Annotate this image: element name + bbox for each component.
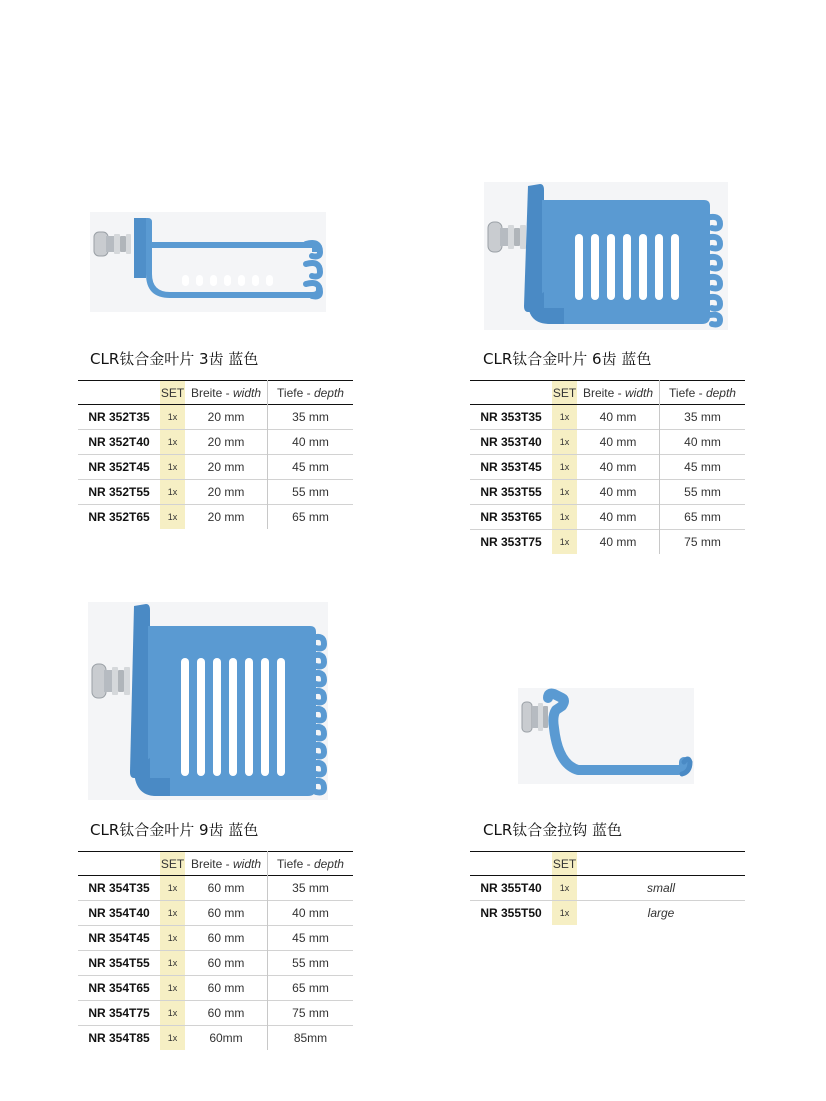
- set-qty: 1x: [160, 455, 185, 480]
- table-row: [470, 876, 745, 901]
- width-value: 60 mm: [185, 1001, 268, 1026]
- item-number: NR 353T55: [480, 485, 542, 499]
- item-number: NR 354T40: [88, 906, 150, 920]
- table-row: [78, 1001, 353, 1026]
- table-row: [470, 480, 745, 505]
- set-qty: 1x: [160, 976, 185, 1001]
- table-header: [78, 381, 353, 405]
- blade-9-teeth-image: [88, 602, 328, 800]
- width-value: 40 mm: [577, 480, 660, 505]
- product-title: CLR钛合金叶片 9齿 蓝色: [90, 821, 259, 839]
- width-value: 60mm: [185, 1026, 268, 1051]
- depth-value: 85mm: [293, 1031, 328, 1045]
- header-set: SET: [552, 852, 577, 876]
- width-value: 40 mm: [577, 405, 660, 430]
- depth-value: 35 mm: [684, 410, 721, 424]
- blade-3-teeth-image: [90, 212, 326, 312]
- product-title: CLR钛合金叶片 6齿 蓝色: [483, 350, 652, 368]
- header-width: Breite - width: [577, 381, 660, 405]
- depth-value: 35 mm: [292, 881, 329, 895]
- table-header: [78, 852, 353, 876]
- depth-value: 45 mm: [292, 931, 329, 945]
- table-row: [470, 901, 745, 926]
- item-number: NR 354T35: [88, 881, 150, 895]
- item-number: NR 352T55: [88, 485, 150, 499]
- header-width: Breite - width: [185, 381, 268, 405]
- table-row: [470, 405, 745, 430]
- spec-table-3-teeth: [78, 380, 353, 529]
- spec-table-hook: [470, 851, 745, 925]
- set-qty: 1x: [552, 505, 577, 530]
- header-width: Breite - width: [185, 852, 268, 876]
- set-qty: 1x: [160, 405, 185, 430]
- depth-value: 55 mm: [292, 485, 329, 499]
- item-number: NR 352T40: [88, 435, 150, 449]
- depth-value: 75 mm: [292, 1006, 329, 1020]
- set-qty: 1x: [160, 876, 185, 901]
- spec-table-9-teeth: [78, 851, 353, 1050]
- item-number: NR 353T65: [480, 510, 542, 524]
- set-qty: 1x: [160, 1026, 185, 1051]
- width-value: 20 mm: [185, 480, 268, 505]
- table-row: [78, 405, 353, 430]
- set-qty: 1x: [160, 951, 185, 976]
- depth-value: 55 mm: [684, 485, 721, 499]
- table-row: [78, 430, 353, 455]
- product-title: CLR钛合金叶片 3齿 蓝色: [90, 350, 259, 368]
- table-row: [78, 976, 353, 1001]
- set-qty: 1x: [160, 430, 185, 455]
- depth-value: 65 mm: [684, 510, 721, 524]
- width-value: 60 mm: [185, 926, 268, 951]
- header-nr: [78, 852, 160, 876]
- item-number: NR 354T75: [88, 1006, 150, 1020]
- item-number: NR 352T45: [88, 460, 150, 474]
- table-row: [78, 505, 353, 530]
- set-qty: 1x: [552, 455, 577, 480]
- set-qty: 1x: [552, 430, 577, 455]
- header-depth: Tiefe - depth: [277, 385, 344, 400]
- width-value: 60 mm: [185, 951, 268, 976]
- item-number: NR 353T40: [480, 435, 542, 449]
- size-value: small: [646, 881, 675, 895]
- width-value: 60 mm: [185, 976, 268, 1001]
- item-number: NR 353T75: [480, 535, 542, 549]
- depth-value: 65 mm: [292, 981, 329, 995]
- set-qty: 1x: [160, 1001, 185, 1026]
- table-row: [78, 455, 353, 480]
- item-number: NR 355T40: [480, 881, 542, 895]
- header-nr: [470, 852, 552, 876]
- table-row: [78, 951, 353, 976]
- header-nr: [470, 381, 552, 405]
- item-number: NR 352T35: [88, 410, 150, 424]
- depth-value: 35 mm: [292, 410, 329, 424]
- item-number: NR 354T65: [88, 981, 150, 995]
- table-header: [470, 852, 745, 876]
- spec-table-6-teeth: [470, 380, 745, 554]
- width-value: 60 mm: [185, 901, 268, 926]
- size-value: large: [647, 906, 675, 920]
- table-row: [470, 430, 745, 455]
- header-set: SET: [160, 852, 185, 876]
- item-number: NR 354T45: [88, 931, 150, 945]
- knob-icon: [522, 702, 548, 732]
- width-value: 20 mm: [185, 430, 268, 455]
- depth-value: 55 mm: [292, 956, 329, 970]
- item-number: NR 353T45: [480, 460, 542, 474]
- header-depth: Tiefe - depth: [669, 385, 736, 400]
- table-row: [470, 530, 745, 555]
- width-value: 40 mm: [577, 530, 660, 555]
- item-number: NR 352T65: [88, 510, 150, 524]
- item-number: NR 355T50: [480, 906, 542, 920]
- header-nr: [78, 381, 160, 405]
- set-qty: 1x: [552, 876, 577, 901]
- set-qty: 1x: [552, 901, 577, 926]
- header-size: [577, 852, 745, 876]
- table-row: [78, 480, 353, 505]
- width-value: 40 mm: [577, 430, 660, 455]
- table-row: [78, 1026, 353, 1051]
- table-row: [78, 901, 353, 926]
- depth-value: 45 mm: [684, 460, 721, 474]
- depth-value: 40 mm: [292, 435, 329, 449]
- item-number: NR 353T35: [480, 410, 542, 424]
- width-value: 40 mm: [577, 455, 660, 480]
- depth-value: 40 mm: [292, 906, 329, 920]
- set-qty: 1x: [160, 901, 185, 926]
- width-value: 20 mm: [185, 455, 268, 480]
- set-qty: 1x: [160, 926, 185, 951]
- depth-value: 40 mm: [684, 435, 721, 449]
- set-qty: 1x: [160, 505, 185, 530]
- depth-value: 45 mm: [292, 460, 329, 474]
- width-value: 20 mm: [185, 505, 268, 530]
- set-qty: 1x: [552, 530, 577, 555]
- width-value: 60 mm: [185, 876, 268, 901]
- blade-6-teeth-image: [484, 182, 728, 330]
- item-number: NR 354T55: [88, 956, 150, 970]
- depth-value: 75 mm: [684, 535, 721, 549]
- width-value: 20 mm: [185, 405, 268, 430]
- table-row: [78, 926, 353, 951]
- header-set: SET: [160, 381, 185, 405]
- table-row: [470, 505, 745, 530]
- hook-retractor-image: [518, 688, 694, 784]
- table-header: [470, 381, 745, 405]
- table-row: [78, 876, 353, 901]
- set-qty: 1x: [552, 405, 577, 430]
- set-qty: 1x: [160, 480, 185, 505]
- table-row: [470, 455, 745, 480]
- item-number: NR 354T85: [88, 1031, 150, 1045]
- depth-value: 65 mm: [292, 510, 329, 524]
- header-set: SET: [552, 381, 577, 405]
- width-value: 40 mm: [577, 505, 660, 530]
- product-title: CLR钛合金拉钩 蓝色: [483, 821, 623, 839]
- set-qty: 1x: [552, 480, 577, 505]
- header-depth: Tiefe - depth: [277, 856, 344, 871]
